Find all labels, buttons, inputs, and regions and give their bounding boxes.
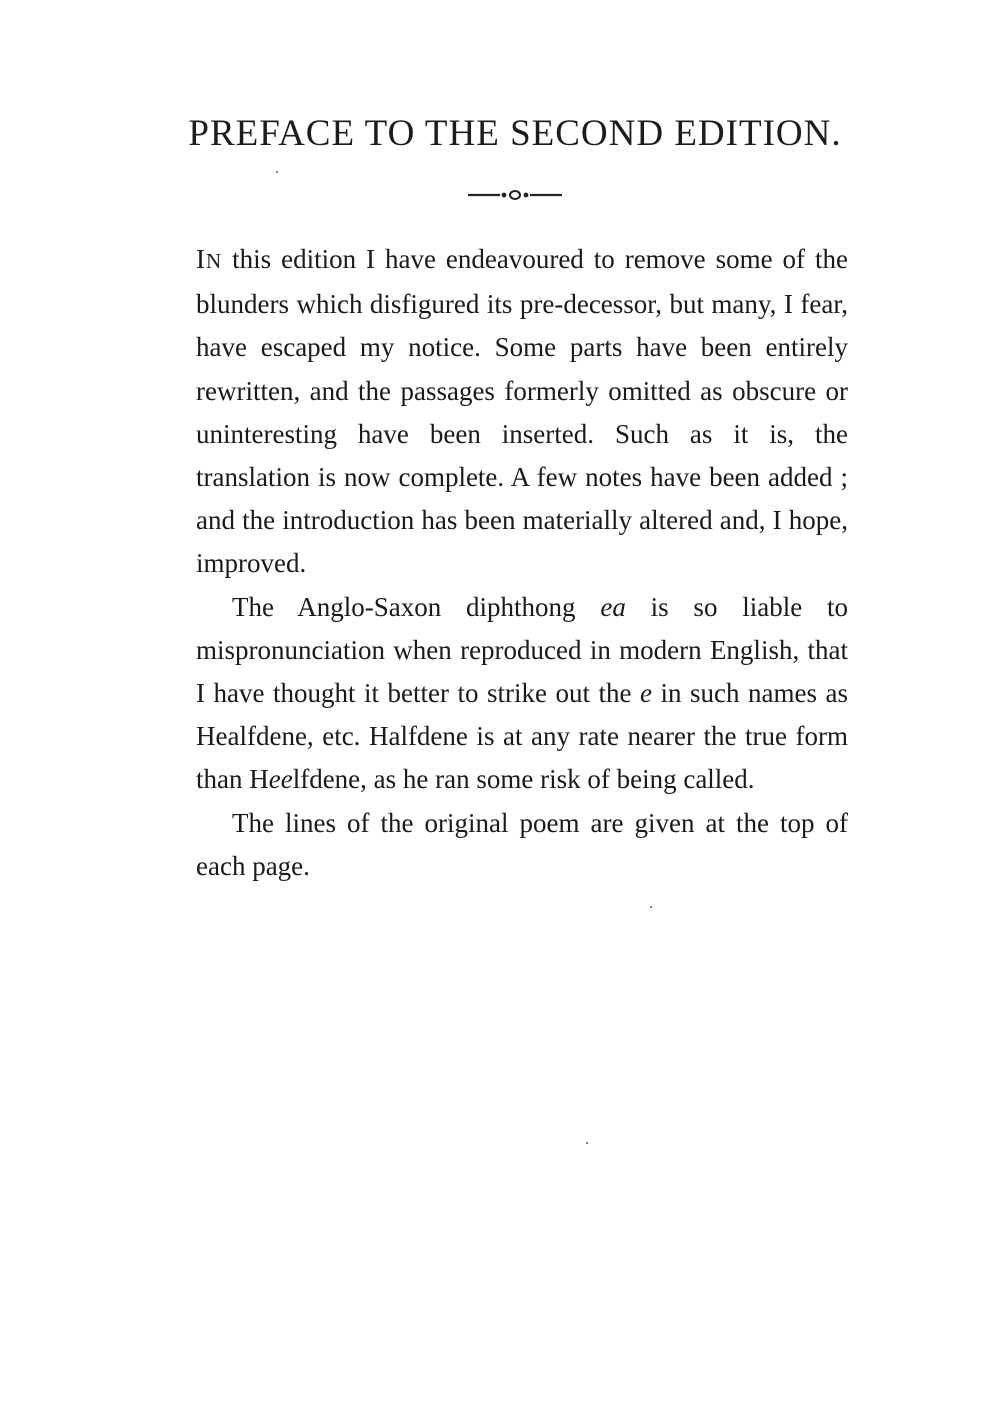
paragraph-2: [196, 586, 848, 802]
diphthong-ea: ea: [600, 591, 626, 622]
paragraph-2-mid: is so liable to mispronunciation when reproduced in modern English, that I have thought it better to strike out the: [196, 591, 848, 709]
paragraph-1: [196, 238, 848, 586]
paragraph-2-end: lfdene, as he ran some risk of being called.: [292, 764, 755, 795]
initial-rest: N: [206, 249, 223, 273]
paragraph-1-text: this edition I have endeavoured to remove some of the blunders which disfigured its pre-decessor, but many, I fear, have escaped my notice. Some parts have been entirely rewritten, and the passages formerly omitted as obscure or uninteresting have been inserted. Such as it is, the translation is now complete. A few notes have been added ; and the introduction has been materially altered and, I hope, improved.: [196, 244, 848, 579]
paragraph-3: [196, 802, 848, 888]
paragraph-2-before: The Anglo-Saxon diphthong: [232, 591, 601, 622]
letters-ee: ee: [268, 764, 293, 795]
paragraph-3-text: The lines of the original poem are given at the top of each page.: [196, 807, 848, 881]
print-speck: [586, 1142, 588, 1144]
paragraph-2-after: in such names as Healfdene, etc. Halfdene is at any rate nearer the true form than H: [196, 678, 848, 795]
ornament-divider: [466, 189, 564, 201]
preface-text: [196, 238, 848, 888]
initial-letter: I: [196, 244, 206, 274]
print-speck: [276, 171, 278, 173]
letter-e: e: [640, 678, 652, 709]
print-speck: [650, 906, 652, 908]
page-title: PREFACE TO THE SECOND EDITION.: [188, 113, 842, 154]
